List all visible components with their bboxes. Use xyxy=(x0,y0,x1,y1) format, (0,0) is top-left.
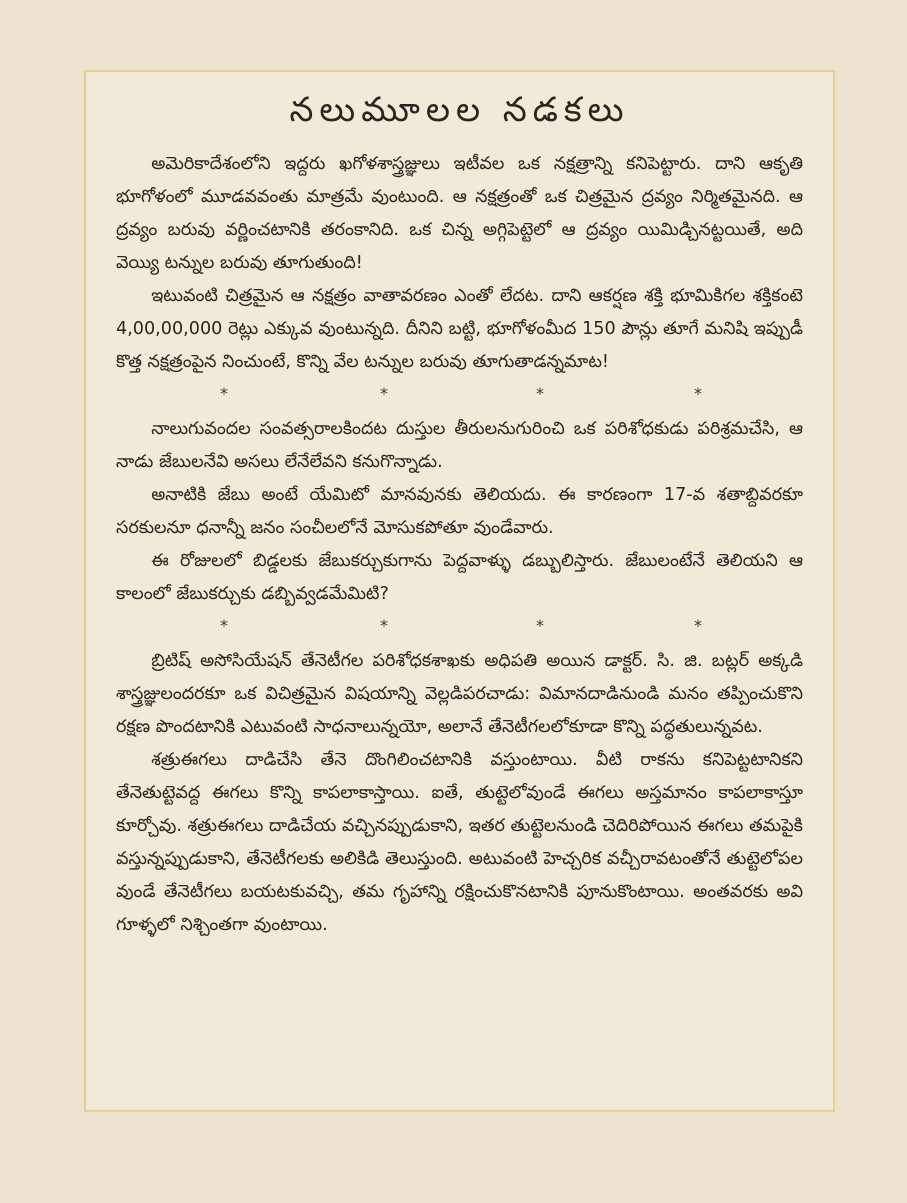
separator-star: * xyxy=(220,384,228,403)
paragraph: అమెరికాదేశంలోని ఇద్దరు ఖగోళశాస్త్రజ్ఞులు ఇటీవల ఒక నక్షత్రాన్ని కనిపెట్టారు. దాని ఆకృతి భూగోళంలో మూడవవంతు మాత్రమే వుంటుంది. ఆ నక్షత్రంతో ఒక చిత్రమైన ద్రవ్యం నిర్మితమైనది. ఆ ద్రవ్యం బరువు వర్ణించటానికి తరంకానిది. ఒక చిన్న అగ్గిపెట్టెలో ఆ ద్రవ్యం యిమిడ్చినట్టయితే, అది వెయ్యి టన్నుల బరువు తూగుతుంది! xyxy=(116,154,803,273)
separator-star: * xyxy=(536,616,544,635)
paragraph: అనాటికి జేబు అంటే యేమిటో మానవునకు తెలియదు. ఈ కారణంగా 17-వ శతాబ్దివరకూ సరకులనూ ధనాన్నీ జనం సంచీలలోనే మోసుకపోతూ వుండేవారు. xyxy=(116,485,803,538)
separator-star: * xyxy=(536,384,544,403)
paragraph: శత్రుఈగలు దాడిచేసి తేనె దొంగిలించటానికి వస్తుంటాయి. వీటి రాకను కనిపెట్టటానికని తేనెతుట్టెవద్ద ఈగలు కొన్ని కాపలాకాస్తాయి. ఐతే, తుట్టెలోవుండే ఈగలు అస్తమానం కాపలాకాస్తూ కూర్చోవు. శత్రుఈగలు దాడిచేయ వచ్చినప్పుడుకాని, ఇతర తుట్టెలనుండి చెదిరిపోయిన ఈగలు తమపైకి వస్తున్నప్పుడుకాని, తేనెటీగలకు అలికిడి తెలుస్తుంది. అటువంటి హెచ్చరిక వచ్చీరావటంతోనే తుట్టెలోపల వుండే తేనెటీగలు బయటకువచ్చి, తమ గృహాన్ని రక్షించుకొనటానికి పూనుకొంటాయి. అంతవరకు అవి గూళ్ళలో నిశ్చింతగా వుంటాయి. xyxy=(116,750,803,935)
section-separator xyxy=(116,379,803,413)
paragraph: ఈ రోజులలో బిడ్డలకు జేబుకర్చుకుగాను పెద్దవాళ్ళు డబ్బులిస్తారు. జేబులంటేనే తెలియని ఆ కాలంలో జేబుకర్చుకు డబ్బివ్వడమేమిటి? xyxy=(116,551,803,604)
section-star-discovery xyxy=(116,148,803,379)
section-pockets-history xyxy=(116,413,803,611)
paragraph: బ్రిటిష్ అసోసియేషన్ తేనెటీగల పరిశోధకశాఖకు అధిపతి అయిన డాక్టర్. సి. జి. బట్లర్ అక్కడి శాస్త్రజ్ఞులందరకూ ఒక విచిత్రమైన విషయాన్ని వెల్లడిపరచాడు: విమానదాడినుండి మనం తప్పించుకొని రక్షణ పొందటానికి ఎటువంటి సాధనాలున్నయో, అలానే తేనెటీగలలోకూడా కొన్ని పద్ధతులున్నవట. xyxy=(116,651,803,737)
separator-star: * xyxy=(694,384,702,403)
section-separator xyxy=(116,611,803,645)
paragraph: నాలుగువందల సంవత్సరాలకిందట దుస్తుల తీరులనుగురించి ఒక పరిశోధకుడు పరిశ్రమచేసి, ఆ నాడు జేబులనేవి అసలు లేనేలేవని కనుగొన్నాడు. xyxy=(116,419,803,472)
separator-star: * xyxy=(380,616,388,635)
separator-star: * xyxy=(380,384,388,403)
separator-star: * xyxy=(694,616,702,635)
section-honeybees xyxy=(116,645,803,942)
article-body xyxy=(116,148,803,942)
article-frame xyxy=(84,70,835,1112)
paragraph: ఇటువంటి చిత్రమైన ఆ నక్షత్రం వాతావరణం ఎంతో లేదట. దాని ఆకర్షణ శక్తి భూమికిగల శక్తికంటె 4,00,00,000 రెట్లు ఎక్కువ వుంటున్నది. దీనిని బట్టి, భూగోళంమీద 150 పౌన్లు తూగే మనిషి ఇప్పుడీ కొత్త నక్షత్రంపైన నించుంటే, కొన్ని వేల టన్నుల బరువు తూగుతాడన్నమాట! xyxy=(116,286,803,372)
article-title: నలుమూలల నడకలు xyxy=(289,90,630,130)
separator-star: * xyxy=(220,616,228,635)
